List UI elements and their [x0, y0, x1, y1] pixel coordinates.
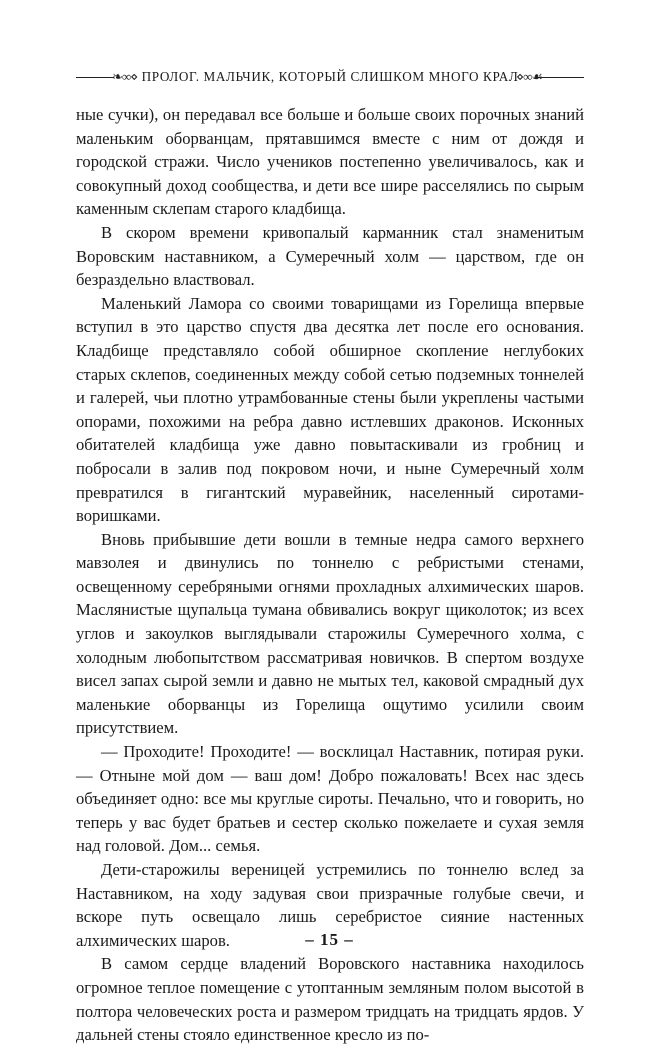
page-number: – 15 – [305, 930, 354, 949]
paragraph: Вновь прибывшие дети вошли в темные недра самого верхнего мавзолея и двинулись по тоннелю с ребристыми стенами, освещенному серебряными огнями прохладных алхимических шаров. Маслянистые щупальца тумана обвивались вокруг щиколоток; из всех углов и закоулков выглядывали старожилы Сумеречного холма, с холодным любопытством рассматривая новичков. В спертом воздухе висел запах сырой земли и давно не мытых тел, каковой смрадный дух маленькие оборванцы из Горелища ощутимо усилили своим присутствием. [76, 529, 584, 738]
running-head-title: ПРОЛОГ. МАЛЬЧИК, КОТОРЫЙ СЛИШКОМ МНОГО КРАЛ [141, 69, 519, 84]
header-ornament-left: ❧∞⋄ [112, 69, 138, 84]
paragraph: В самом сердце владений Воровского наставника находилось огромное теплое помещение с утоптанным земляным полом высотой в полтора человеческих роста и размером тридцать на тридцать ярдов. У дальней стены стояло единственное кресло из по- [76, 954, 584, 1045]
header-rule-right [538, 77, 584, 78]
paragraph: В скором времени кривопалый карманник стал знаменитым Воровским наставником, а Сумеречный холм — царством, где он безраздельно властвовал. [76, 222, 584, 290]
body-text [76, 103, 584, 1047]
paragraph: Дети-старожилы вереницей устремились по тоннелю вслед за Наставником, на ходу задувая свои призрачные голубые свечи, и вскоре путь освещало лишь серебристое сияние настенных алхимических шаров. [76, 860, 584, 950]
running-header [76, 66, 584, 90]
paragraph: ные сучки), он передавал все больше и больше своих порочных знаний маленьким оборванцам, прятавшимся вместе с ним от дождя и городской стражи. Число учеников постепенно увеличивалось, как и совокупный доход сообщества, и дети все шире расселялись по сырым каменным склепам старого кладбища. [76, 105, 584, 219]
header-ornament-right: ⋄∞☙ [515, 69, 542, 84]
paragraph: — Проходите! Проходите! — восклицал Наставник, потирая руки. — Отныне мой дом — ваш дом! Добро пожаловать! Всех нас здесь объединяет одно: все мы круглые сироты. Печально, что и говорить, но теперь у вас будет братьев и сестер сколько пожелаете и сухая земля над головой. Дом... семья. [76, 742, 584, 856]
paragraph: Маленький Ламора со своими товарищами из Горелища впервые вступил в это царство спустя два десятка лет после его основания. Кладбище представляло собой обширное скопление неглубоких старых склепов, соединенных между собой сетью подземных тоннелей и галерей, чьи плотно утрамбованные стены были укреплены частыми опорами, похожими на ребра давно истлевших драконов. Исконных обитателей кладбища уже давно повытаскивали из гробниц и побросали в залив под покровом ночи, и ныне Сумеречный холм превратился в гигантский муравейник, населенный сиротами-воришками. [76, 293, 584, 526]
